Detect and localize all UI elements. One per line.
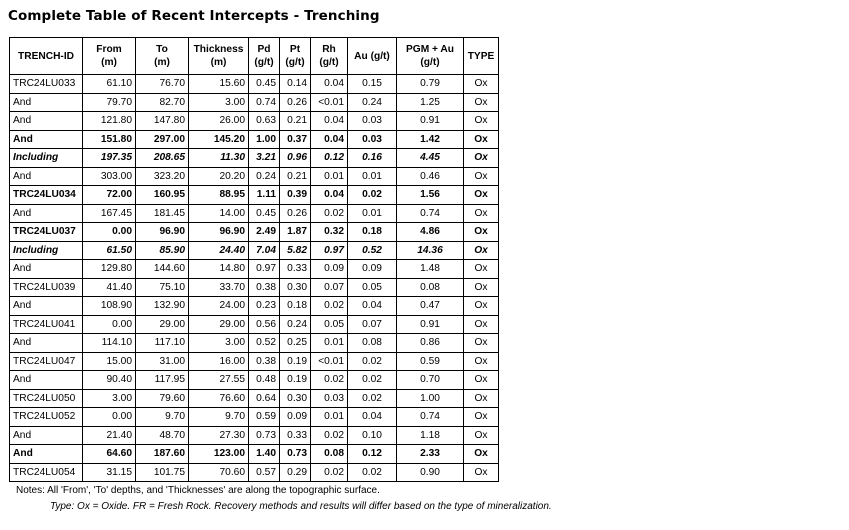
table-cell: 0.15 [348, 75, 397, 94]
table-cell: 3.00 [189, 93, 249, 112]
table-cell: 121.80 [83, 112, 136, 131]
column-header [464, 38, 499, 75]
table-cell: 1.48 [397, 260, 464, 279]
column-header [280, 38, 311, 75]
column-header [249, 38, 280, 75]
table-cell: 31.00 [136, 352, 189, 371]
table-cell: 1.87 [280, 223, 311, 242]
table-cell: 0.08 [397, 278, 464, 297]
table-cell: 0.90 [397, 463, 464, 482]
column-header [397, 38, 464, 75]
table-cell: Ox [464, 112, 499, 131]
table-cell: 4.45 [397, 149, 464, 168]
table-row [10, 426, 499, 445]
table-cell: 0.33 [280, 260, 311, 279]
table-cell: 0.52 [348, 241, 397, 260]
table-cell: 79.60 [136, 389, 189, 408]
table-row [10, 463, 499, 482]
table-cell: 0.23 [249, 297, 280, 316]
table-cell: Ox [464, 445, 499, 464]
table-cell: 0.05 [348, 278, 397, 297]
table-cell: <0.01 [311, 93, 348, 112]
table-row [10, 241, 499, 260]
table-cell: 96.90 [136, 223, 189, 242]
column-header-text: From [96, 44, 122, 55]
table-cell: Ox [464, 371, 499, 390]
table-cell: 88.95 [189, 186, 249, 205]
table-cell: 0.19 [280, 352, 311, 371]
table-cell: 31.15 [83, 463, 136, 482]
table-cell: 0.02 [348, 352, 397, 371]
table-cell: Ox [464, 297, 499, 316]
table-cell: 1.11 [249, 186, 280, 205]
notes [16, 483, 552, 515]
table-row [10, 371, 499, 390]
table-cell: Ox [464, 241, 499, 260]
table-cell: 129.80 [83, 260, 136, 279]
table-cell: Ox [464, 204, 499, 223]
table-row [10, 389, 499, 408]
table-cell: 117.95 [136, 371, 189, 390]
table-cell: 0.09 [280, 408, 311, 427]
table-cell: 1.00 [249, 130, 280, 149]
table-cell: 0.52 [249, 334, 280, 353]
table-cell: 0.00 [83, 315, 136, 334]
table-cell: 0.91 [397, 112, 464, 131]
table-row [10, 352, 499, 371]
table-cell: 0.04 [311, 186, 348, 205]
column-header-text: Pt [289, 44, 301, 55]
table-cell: And [10, 93, 83, 112]
table-cell: 20.20 [189, 167, 249, 186]
column-header-text: (g/t) [420, 57, 440, 68]
table-cell: 0.02 [311, 204, 348, 223]
table-cell: 0.86 [397, 334, 464, 353]
column-header [311, 38, 348, 75]
table-cell: 117.10 [136, 334, 189, 353]
table-cell: 2.49 [249, 223, 280, 242]
table-cell: 0.03 [348, 112, 397, 131]
header-row [10, 38, 499, 75]
table-cell: 0.59 [397, 352, 464, 371]
column-header-text: (g/t) [285, 57, 305, 68]
table-cell: And [10, 204, 83, 223]
table-cell: 0.02 [348, 463, 397, 482]
table-cell: 0.03 [348, 130, 397, 149]
table-cell: 0.12 [348, 445, 397, 464]
table-cell: 167.45 [83, 204, 136, 223]
table-cell: 1.42 [397, 130, 464, 149]
column-header-text: (g/t) [319, 57, 339, 68]
table-row [10, 278, 499, 297]
table-cell: 96.90 [189, 223, 249, 242]
table-row [10, 93, 499, 112]
table-cell: Ox [464, 426, 499, 445]
table-cell: Ox [464, 186, 499, 205]
table-cell: 0.37 [280, 130, 311, 149]
table-cell: 9.70 [136, 408, 189, 427]
table-cell: 0.04 [348, 408, 397, 427]
table-cell: 0.24 [348, 93, 397, 112]
table-cell: TRC24LU039 [10, 278, 83, 297]
table-cell: 0.05 [311, 315, 348, 334]
table-cell: 0.63 [249, 112, 280, 131]
table-cell: 76.60 [189, 389, 249, 408]
table-cell: 7.04 [249, 241, 280, 260]
table-cell: 0.39 [280, 186, 311, 205]
table-cell: 29.00 [136, 315, 189, 334]
table-cell: 0.01 [311, 408, 348, 427]
table-cell: And [10, 130, 83, 149]
column-header-text: PGM + Au [405, 44, 455, 55]
table-cell: 0.01 [311, 334, 348, 353]
table-cell: 0.91 [397, 315, 464, 334]
notes-line-1: Notes: All 'From', 'To' depths, and 'Thicknesses' are along the topographic surface. [16, 485, 380, 496]
table-body [10, 75, 499, 482]
table-cell: 14.00 [189, 204, 249, 223]
table-cell: 16.00 [189, 352, 249, 371]
table-cell: 0.97 [249, 260, 280, 279]
table-row [10, 223, 499, 242]
table-cell: 0.00 [83, 223, 136, 242]
table-cell: 48.70 [136, 426, 189, 445]
table-cell: 0.57 [249, 463, 280, 482]
table-cell: 1.25 [397, 93, 464, 112]
table-cell: 2.33 [397, 445, 464, 464]
table-cell: 0.01 [348, 204, 397, 223]
table-cell: 114.10 [83, 334, 136, 353]
table-cell: Ox [464, 223, 499, 242]
table-cell: 181.45 [136, 204, 189, 223]
table-row [10, 130, 499, 149]
table-cell: And [10, 334, 83, 353]
table-cell: 0.16 [348, 149, 397, 168]
table-cell: 0.74 [249, 93, 280, 112]
table-row [10, 408, 499, 427]
table-cell: 11.30 [189, 149, 249, 168]
table-cell: And [10, 445, 83, 464]
table-cell: And [10, 297, 83, 316]
table-cell: Including [10, 149, 83, 168]
table-cell: 1.00 [397, 389, 464, 408]
table-cell: 0.32 [311, 223, 348, 242]
table-cell: 0.08 [348, 334, 397, 353]
table-cell: 0.70 [397, 371, 464, 390]
table-cell: 0.21 [280, 112, 311, 131]
table-cell: 21.40 [83, 426, 136, 445]
table-cell: Ox [464, 334, 499, 353]
table-cell: 0.14 [280, 75, 311, 94]
table-cell: 0.30 [280, 389, 311, 408]
table-cell: 0.45 [249, 204, 280, 223]
table-cell: Ox [464, 315, 499, 334]
table-cell: 75.10 [136, 278, 189, 297]
table-cell: 0.10 [348, 426, 397, 445]
table-row [10, 167, 499, 186]
table-cell: 0.04 [348, 297, 397, 316]
table-cell: 1.56 [397, 186, 464, 205]
table-cell: And [10, 371, 83, 390]
notes-line-2: Type: Ox = Oxide. FR = Fresh Rock. Recovery methods and results will differ based on the type of mineralization. [50, 501, 552, 512]
table-cell: 0.12 [311, 149, 348, 168]
table-cell: 3.00 [189, 334, 249, 353]
column-header-text: (m) [154, 57, 170, 68]
table-cell: 3.00 [83, 389, 136, 408]
table-cell: 0.01 [311, 167, 348, 186]
table-cell: 108.90 [83, 297, 136, 316]
table-cell: 82.70 [136, 93, 189, 112]
column-header [348, 38, 397, 75]
table-cell: 0.03 [311, 389, 348, 408]
table-cell: 26.00 [189, 112, 249, 131]
table-row [10, 334, 499, 353]
table-cell: TRC24LU047 [10, 352, 83, 371]
table-row [10, 149, 499, 168]
table-cell: 79.70 [83, 93, 136, 112]
table-cell: 0.73 [280, 445, 311, 464]
table-cell: 1.40 [249, 445, 280, 464]
table-cell: 123.00 [189, 445, 249, 464]
table-cell: Ox [464, 260, 499, 279]
table-cell: And [10, 260, 83, 279]
table-cell: 0.48 [249, 371, 280, 390]
table-cell: Including [10, 241, 83, 260]
table-cell: 85.90 [136, 241, 189, 260]
table-cell: 24.00 [189, 297, 249, 316]
column-header-text: (m) [101, 57, 117, 68]
table-cell: TRC24LU037 [10, 223, 83, 242]
table-cell: 27.30 [189, 426, 249, 445]
column-header-text: TRENCH-ID [17, 50, 75, 62]
table-cell: 9.70 [189, 408, 249, 427]
table-cell: Ox [464, 149, 499, 168]
table-title: Complete Table of Recent Intercepts - Trenching [8, 8, 380, 24]
table-cell: 0.07 [311, 278, 348, 297]
column-header-text: (m) [210, 57, 227, 68]
table-cell: 24.40 [189, 241, 249, 260]
table-cell: 14.80 [189, 260, 249, 279]
intercepts-table [9, 37, 499, 482]
table-cell: 41.40 [83, 278, 136, 297]
table-cell: 0.26 [280, 93, 311, 112]
table-cell: 0.09 [311, 260, 348, 279]
table-cell: TRC24LU034 [10, 186, 83, 205]
table-cell: 0.38 [249, 352, 280, 371]
table-cell: TRC24LU050 [10, 389, 83, 408]
table-cell: And [10, 167, 83, 186]
table-cell: TRC24LU052 [10, 408, 83, 427]
table-cell: 147.80 [136, 112, 189, 131]
table-cell: 0.26 [280, 204, 311, 223]
table-cell: 29.00 [189, 315, 249, 334]
table-cell: 145.20 [189, 130, 249, 149]
table-row [10, 204, 499, 223]
table-cell: 15.60 [189, 75, 249, 94]
table-cell: 0.00 [83, 408, 136, 427]
table-cell: 15.00 [83, 352, 136, 371]
table-cell: 197.35 [83, 149, 136, 168]
table-cell: 61.10 [83, 75, 136, 94]
table-cell: TRC24LU054 [10, 463, 83, 482]
table-cell: 303.00 [83, 167, 136, 186]
table-cell: 0.45 [249, 75, 280, 94]
table-cell: 64.60 [83, 445, 136, 464]
table-cell: 3.21 [249, 149, 280, 168]
table-cell: 0.97 [311, 241, 348, 260]
table-cell: 0.24 [280, 315, 311, 334]
table-cell: Ox [464, 278, 499, 297]
table-cell: 187.60 [136, 445, 189, 464]
table-cell: 76.70 [136, 75, 189, 94]
table-cell: 0.59 [249, 408, 280, 427]
table-cell: 0.38 [249, 278, 280, 297]
table-cell: 101.75 [136, 463, 189, 482]
table-cell: Ox [464, 352, 499, 371]
table-cell: 144.60 [136, 260, 189, 279]
table-cell: TRC24LU033 [10, 75, 83, 94]
table-cell: 0.02 [311, 463, 348, 482]
column-header-text: To [156, 44, 168, 55]
table-row [10, 112, 499, 131]
table-cell: 0.29 [280, 463, 311, 482]
table-cell: 5.82 [280, 241, 311, 260]
table-row [10, 260, 499, 279]
table-row [10, 315, 499, 334]
table-cell: 27.55 [189, 371, 249, 390]
column-header-text: Au (g/t) [354, 50, 390, 62]
table-cell: TRC24LU041 [10, 315, 83, 334]
column-header-text: (g/t) [254, 57, 274, 68]
table-cell: 0.56 [249, 315, 280, 334]
table-cell: 0.96 [280, 149, 311, 168]
table-cell: 70.60 [189, 463, 249, 482]
table-cell: 323.20 [136, 167, 189, 186]
column-header [10, 38, 83, 75]
column-header [83, 38, 136, 75]
table-cell: 0.02 [311, 426, 348, 445]
table-cell: Ox [464, 408, 499, 427]
table-row [10, 297, 499, 316]
table-cell: 33.70 [189, 278, 249, 297]
table-row [10, 75, 499, 94]
table-cell: 132.90 [136, 297, 189, 316]
table-cell: 0.64 [249, 389, 280, 408]
table-cell: 0.02 [311, 371, 348, 390]
column-header-text: Rh [322, 44, 336, 55]
table-cell: 90.40 [83, 371, 136, 390]
table-cell: 0.08 [311, 445, 348, 464]
table-cell: 0.02 [311, 297, 348, 316]
table-cell: Ox [464, 167, 499, 186]
table-cell: 160.95 [136, 186, 189, 205]
column-header-text: Thickness [193, 44, 244, 55]
column-header [189, 38, 249, 75]
table-cell: 0.02 [348, 371, 397, 390]
table-cell: 0.18 [280, 297, 311, 316]
table-cell: 0.25 [280, 334, 311, 353]
table-cell: Ox [464, 389, 499, 408]
table-cell: 0.04 [311, 130, 348, 149]
table-cell: 0.47 [397, 297, 464, 316]
table-cell: 0.04 [311, 112, 348, 131]
table-cell: 1.18 [397, 426, 464, 445]
table-cell: Ox [464, 93, 499, 112]
column-header [136, 38, 189, 75]
table-cell: Ox [464, 463, 499, 482]
table-cell: Ox [464, 75, 499, 94]
table-cell: And [10, 426, 83, 445]
column-header-text: Pd [257, 44, 271, 55]
table-cell: 0.74 [397, 204, 464, 223]
column-header-text: TYPE [467, 50, 495, 62]
table-cell: 151.80 [83, 130, 136, 149]
table-cell: 0.07 [348, 315, 397, 334]
table-cell: 72.00 [83, 186, 136, 205]
table-cell: 0.79 [397, 75, 464, 94]
table-cell: 0.24 [249, 167, 280, 186]
table-cell: 0.02 [348, 389, 397, 408]
table-row [10, 445, 499, 464]
table-cell: 0.01 [348, 167, 397, 186]
table-cell: 0.18 [348, 223, 397, 242]
table-cell: 0.46 [397, 167, 464, 186]
table-cell: 208.65 [136, 149, 189, 168]
table-cell: 0.04 [311, 75, 348, 94]
table-cell: <0.01 [311, 352, 348, 371]
table-cell: 0.21 [280, 167, 311, 186]
table-cell: Ox [464, 130, 499, 149]
table-cell: 0.09 [348, 260, 397, 279]
table-cell: 0.33 [280, 426, 311, 445]
table-cell: 14.36 [397, 241, 464, 260]
table-cell: 0.30 [280, 278, 311, 297]
table-cell: 61.50 [83, 241, 136, 260]
table-cell: 4.86 [397, 223, 464, 242]
table-cell: 297.00 [136, 130, 189, 149]
table-cell: 0.19 [280, 371, 311, 390]
table-cell: 0.74 [397, 408, 464, 427]
table-cell: 0.73 [249, 426, 280, 445]
table-cell: And [10, 112, 83, 131]
table-cell: 0.02 [348, 186, 397, 205]
table-row [10, 186, 499, 205]
